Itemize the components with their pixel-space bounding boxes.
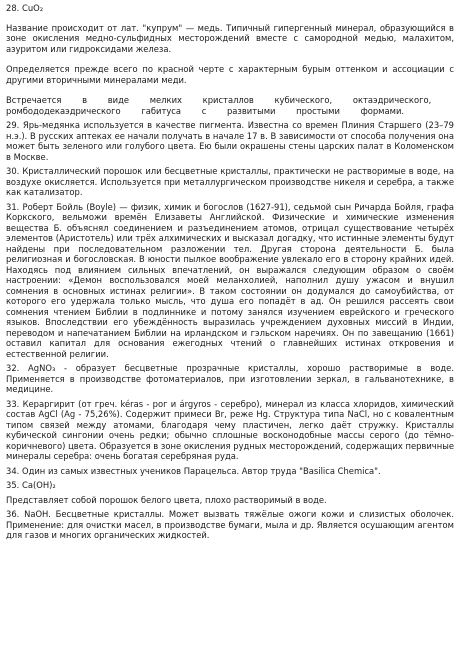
paragraph-35: Представляет собой порошок белого цвета, плохо растворимый в воде. <box>6 494 327 505</box>
paragraph-28-occurrence: Встречается в виде мелких кристаллов кубического, октаэдрического, ромбододекаэдрического габитуса с развитыми простыми формами. <box>6 95 432 116</box>
paragraph-33: 33. Кераргирит (от греч. kéras - рог и árgyros - серебро), минерал из класса хлоридов, химический состав AgCl (Ag - 75,26%). Содержит примеси Br, реже Hg. Структура типа NaCl, но с ковалентным типом связей между атомами, благодаря чему пластичен, легко даёт стружку. Кристаллы кубической сингонии очень редки; обычно сплошные восконодобные массы серого (до тёмно-коричневого) цвета. Образуется в зоне окисления рудных месторождений, содержащих первичные минералы серебра: очень богатая серебряная руда. <box>6 398 454 461</box>
heading-28: 28. CuO₂ <box>6 3 44 13</box>
paragraph-28-origin: Название происходит от лат. "купрум" — медь. Типичный гипергенный минерал, образующийся в зоне окисления медно-сульфидных месторождений вместе с самородной медью, малахитом, азуритом или гидроксидами железа. <box>6 22 454 54</box>
paragraph-32: 32. AgNO₃ - образует бесцветные прозрачные кристаллы, хорошо растворимые в воде. Применяется в производстве фотоматериалов, при изготовлении зеркал, в гальванотехнике, в медицине. <box>6 363 454 394</box>
paragraph-28-identification: Определяется прежде всего по красной черте с характерным бурым оттенком и ассоциации с другими вторичными минералами меди. <box>6 64 454 85</box>
heading-35: 35. Ca(OH)₂ <box>6 480 56 490</box>
paragraph-34: 34. Один из самых известных учеников Парацельса. Автор труда "Basilica Chemica". <box>6 465 381 476</box>
paragraph-31: 31. Роберт Бойль (Boyle) — физик, химик и богослов (1627-91), седьмой сын Ричарда Бойля, графа Коркского, вельможи времён Елизаветы Английской. Физические и химические изменения вещества Б. объяснял соединением и разъединением атомов, отрицал существование четырёх элементов (Аристотель) или трёх алхимических и высказал догадку, что истинные элементы будут найдены при последовательном разложении тел. Другая сторона деятельности Б. была религиозная и богословская. В юности пылкое воображение увлекало его в сторону крайних идей. Находясь под влиянием сильных впечатлений, он выражался следующим образом о своём настроении: «Демон воспользовался моей меланхолией, наполнил душу ужасом и внушил сомнения в основных истинах религии». В таком состоянии он додумался до самоубийства, от которого его удержала только мысль, что душа его попадёт в ад. Он решился рассеять свои сомнения чтением Библии в подлиннике и потому занялся изучением еврейского и греческого языков. Впоследствии его убеждённость выразилась учреждением духовных миссий в Индии, переводом и напечатанием Библии на ирландском и гэльском наречиях. Он по завещанию (1661) оставил капитал для основания ежегодных чтений о главнейших истинах откровения и естественной религии. <box>6 201 454 359</box>
paragraph-30: 30. Кристаллический порошок или бесцветные кристаллы, практически не растворимые в воде, на воздухе окисляется. Используется при металлургическом производстве никеля и серебра, а также как катализатор. <box>6 166 454 197</box>
paragraph-36: 36. NaOH. Бесцветные кристаллы. Может вызвать тяжёлые ожоги кожи и слизистых оболочек. Применение: для очистки масел, в производстве бумаги, мыла и др. Является осушающим агентом для газов и многих органических жидкостей. <box>6 509 454 540</box>
paragraph-29: 29. Ярь-медянка используется в качестве пигмента. Известна со времен Плиния Старшего (23–79 н.э.). В русских аптеках ее начали получать в начале 17 в. В зависимости от способа получения она может быть зеленого или голубого цвета. Ею были окрашены стены царских палат в Коломенском в Москве. <box>6 120 454 162</box>
